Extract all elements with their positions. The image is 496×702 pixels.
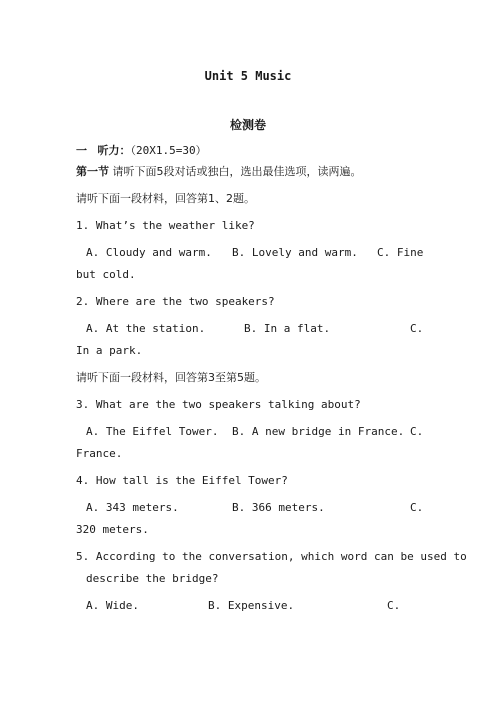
part-label: 第一节: [76, 165, 109, 178]
question-4-option-c: C.: [410, 501, 424, 514]
question-5-stem-line1: 5. According to the conversation, which word can be used to: [76, 550, 467, 563]
group2-instruction: 请听下面一段材料，回答第3至第5题。: [76, 371, 266, 384]
question-5-stem-line2: describe the bridge?: [86, 572, 219, 585]
question-3-stem: 3. What are the two speakers talking about?: [76, 398, 361, 411]
group1-instruction: 请听下面一段材料，回答第1、2题。: [76, 192, 255, 205]
question-4-option-c-cont: 320 meters.: [76, 523, 149, 536]
question-2-option-b: B. In a flat.: [244, 322, 331, 335]
question-5-option-a: A. Wide.: [86, 599, 139, 612]
part-instruction: 请听下面5段对话或独白，选出最佳选项，读两遍。: [112, 165, 362, 178]
question-5-option-c: C.: [387, 599, 401, 612]
section-title: 听力：: [97, 144, 131, 157]
question-4-option-b: B. 366 meters.: [232, 501, 325, 514]
question-2-option-c-cont: In a park.: [76, 344, 143, 357]
question-2-stem: 2. Where are the two speakers?: [76, 295, 275, 308]
question-4-option-a: A. 343 meters.: [86, 501, 179, 514]
section-heading: [76, 144, 207, 158]
part-heading: [76, 165, 362, 179]
question-3-option-c-cont: France.: [76, 447, 123, 460]
question-1-option-b: B. Lovely and warm.: [232, 246, 358, 259]
question-1-option-a: A. Cloudy and warm.: [86, 246, 212, 259]
question-2-option-a: A. At the station.: [86, 322, 206, 335]
question-4-stem: 4. How tall is the Eiffel Tower?: [76, 474, 288, 487]
question-1-option-c: C. Fine: [377, 246, 424, 259]
question-3-option-a: A. The Eiffel Tower.: [86, 425, 219, 438]
question-5-option-b: B. Expensive.: [208, 599, 295, 612]
question-2-option-c: C.: [410, 322, 424, 335]
document-subtitle: 检测卷: [229, 118, 266, 132]
question-3-option-b: B. A new bridge in France.: [232, 425, 405, 438]
question-3-option-c: C.: [410, 425, 424, 438]
section-number: 一: [76, 144, 87, 157]
question-1-stem: 1. What’s the weather like?: [76, 219, 255, 232]
question-1-option-c-cont: but cold.: [76, 268, 136, 281]
section-score: （20X1.5=30）: [130, 144, 207, 157]
document-title: Unit 5 Music: [204, 69, 292, 83]
